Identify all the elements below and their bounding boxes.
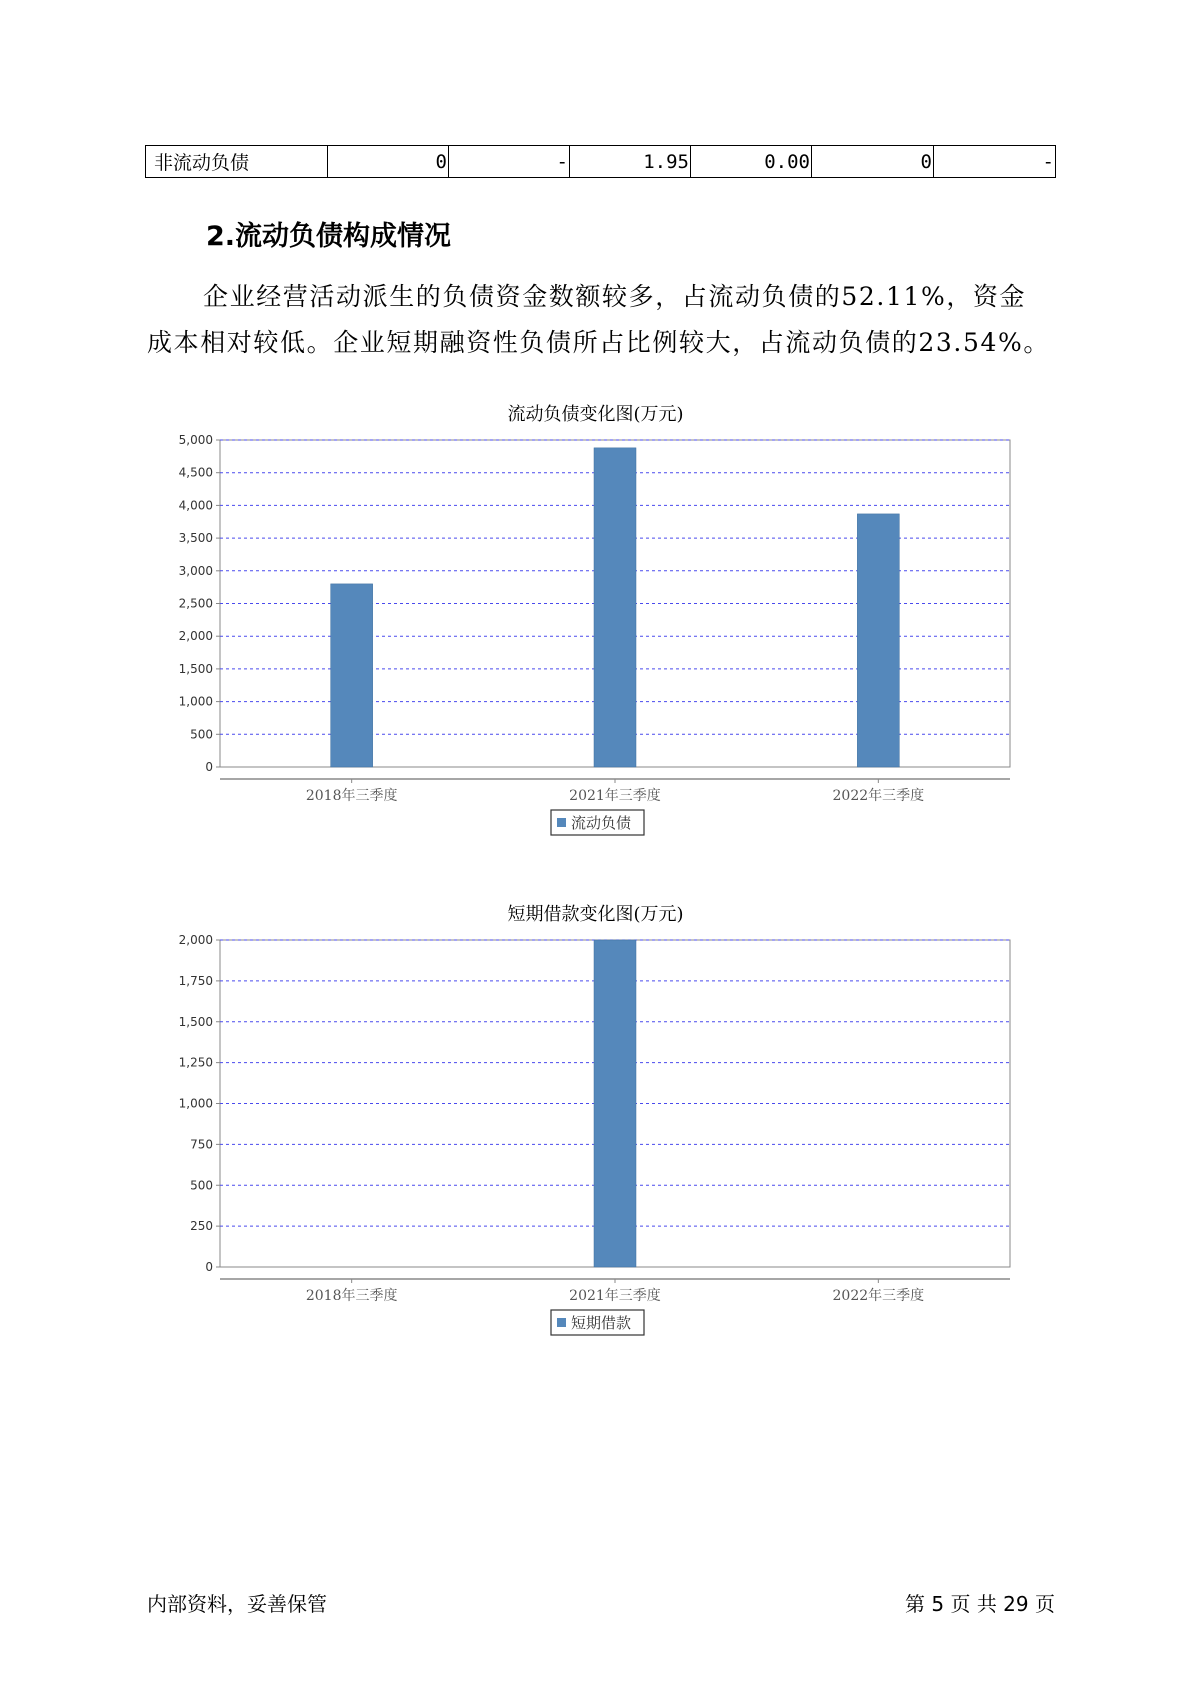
y-tick-label: 2,500: [178, 596, 213, 611]
legend-label: 流动负债: [571, 814, 632, 832]
table-cell: 1.95: [570, 146, 691, 178]
liabilities-table: [145, 145, 1056, 178]
table-cell: 0.00: [691, 146, 812, 178]
bar-2: [857, 514, 899, 767]
x-tick-label: 2022年三季度: [832, 788, 925, 804]
x-tick-label: 2018年三季度: [305, 1288, 398, 1304]
y-tick-label: 5,000: [178, 433, 213, 447]
short-term-loans-chart: [0, 920, 1191, 1360]
footer-left-note: 内部资料，妥善保管: [147, 1592, 327, 1616]
y-tick-label: 500: [190, 727, 213, 742]
y-tick-label: 4,500: [178, 465, 213, 480]
y-tick-label: 1,000: [178, 694, 213, 709]
legend-label: 短期借款: [571, 1314, 632, 1332]
legend-swatch: [557, 1318, 566, 1327]
bar-0: [331, 584, 373, 767]
paragraph-line-2: 成本相对较低。企业短期融资性负债所占比例较大，占流动负债的23.54%。: [147, 328, 1050, 357]
x-tick-label: 2018年三季度: [305, 788, 398, 804]
y-tick-label: 3,000: [178, 563, 213, 578]
y-tick-label: 750: [190, 1137, 213, 1152]
row-label: 非流动负债: [146, 146, 328, 178]
chart-1-title: 流动负债变化图(万元): [507, 404, 684, 425]
legend-swatch: [557, 818, 566, 827]
bar-1: [594, 448, 636, 767]
table-row: [146, 146, 1056, 178]
y-tick-label: 2,000: [178, 933, 213, 947]
y-tick-label: 500: [190, 1178, 213, 1193]
y-tick-label: 0: [205, 1260, 213, 1274]
y-tick-label: 1,500: [178, 1014, 213, 1029]
y-tick-label: 1,500: [178, 661, 213, 676]
x-tick-label: 2021年三季度: [569, 1288, 661, 1304]
y-tick-label: 250: [190, 1219, 213, 1234]
section-heading: 2.流动负债构成情况: [206, 221, 452, 252]
y-tick-label: 1,750: [178, 973, 213, 988]
y-tick-label: 0: [205, 760, 213, 774]
x-tick-label: 2021年三季度: [569, 788, 661, 804]
chart-2-title: 短期借款变化图(万元): [507, 904, 684, 925]
table-cell: -: [934, 146, 1056, 178]
footer-page-number: 第 5 页 共 29 页: [905, 1592, 1055, 1616]
table-cell: 0: [812, 146, 934, 178]
y-tick-label: 3,500: [178, 531, 213, 546]
y-tick-label: 2,000: [178, 629, 213, 644]
table-cell: -: [449, 146, 570, 178]
y-tick-label: 4,000: [178, 498, 213, 513]
paragraph-line-1: 企业经营活动派生的负债资金数额较多，占流动负债的52.11%，资金: [203, 282, 1027, 311]
current-liabilities-chart: [0, 420, 1191, 860]
x-tick-label: 2022年三季度: [832, 1288, 925, 1304]
bar-1: [594, 940, 636, 1267]
y-tick-label: 1,250: [178, 1055, 213, 1070]
table-cell: 0: [328, 146, 449, 178]
y-tick-label: 1,000: [178, 1096, 213, 1111]
